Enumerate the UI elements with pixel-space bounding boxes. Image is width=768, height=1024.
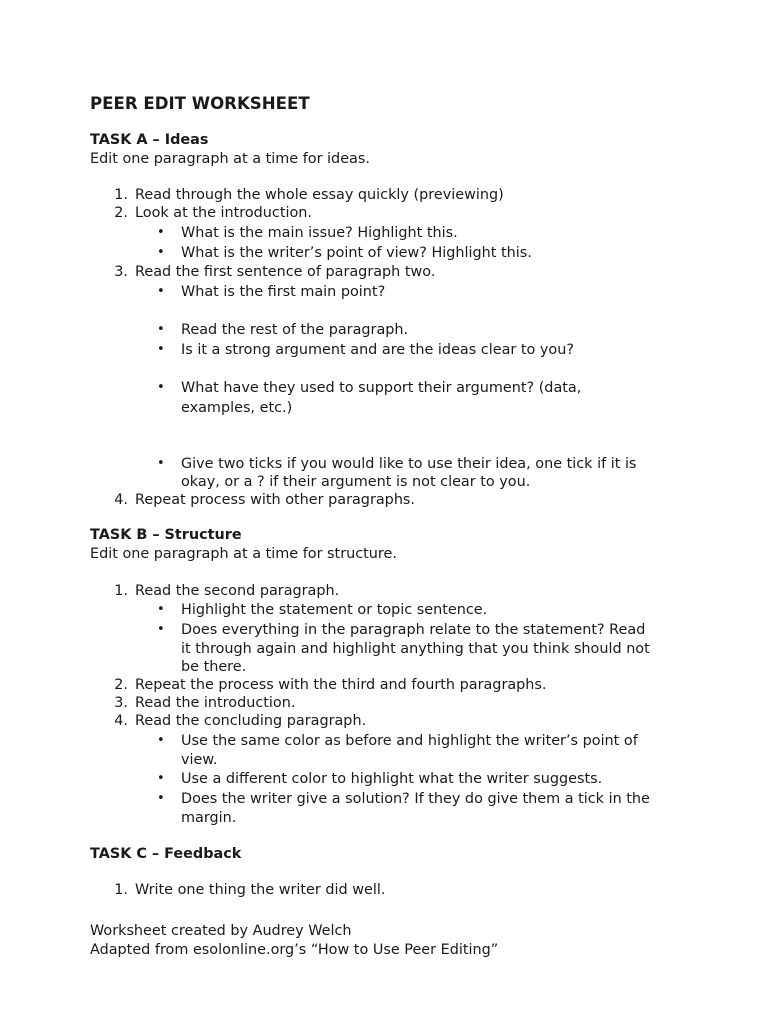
bullet-icon: •: [157, 622, 165, 637]
task-b-heading: TASK B – Structure: [90, 527, 242, 543]
bullet-icon: •: [157, 771, 165, 786]
task-a-item-2-bullet-1: What is the main issue? Highlight this.: [181, 225, 458, 241]
bullet-icon: •: [157, 733, 165, 748]
task-a-heading: TASK A – Ideas: [90, 132, 209, 148]
task-c-item-1: Write one thing the writer did well.: [135, 882, 386, 898]
bullet-icon: •: [157, 380, 165, 395]
task-b-item-4-bullet-1-line-2: view.: [181, 752, 218, 768]
list-number: 3.: [114, 264, 128, 280]
list-number: 2.: [114, 205, 128, 221]
task-a-item-4: Repeat process with other paragraphs.: [135, 492, 416, 508]
task-a-item-2: Look at the introduction.: [135, 205, 312, 221]
page-title: PEER EDIT WORKSHEET: [90, 94, 310, 113]
list-number: 1.: [114, 882, 128, 898]
footer-credit: Worksheet created by Audrey Welch: [90, 923, 352, 939]
list-number: 4.: [114, 492, 128, 508]
task-c-heading: TASK C – Feedback: [90, 846, 242, 862]
task-b-item-4-bullet-3-line-1: Does the writer give a solution? If they do give them a tick in the: [181, 791, 650, 807]
task-b-item-1: Read the second paragraph.: [135, 583, 340, 599]
list-number: 1.: [114, 187, 128, 203]
task-b-item-4-bullet-3-line-2: margin.: [181, 810, 237, 826]
task-a-item-3-bullet-2: Read the rest of the paragraph.: [181, 322, 409, 338]
task-a-item-3: Read the first sentence of paragraph two.: [135, 264, 436, 280]
task-b-item-2: Repeat the process with the third and fourth paragraphs.: [135, 677, 547, 693]
list-number: 4.: [114, 713, 128, 729]
task-b-item-4-bullet-2: Use a different color to highlight what the writer suggests.: [181, 771, 603, 787]
list-number: 3.: [114, 695, 128, 711]
task-b-intro: Edit one paragraph at a time for structure.: [90, 546, 397, 562]
bullet-icon: •: [157, 284, 165, 299]
bullet-icon: •: [157, 322, 165, 337]
bullet-icon: •: [157, 245, 165, 260]
list-number: 2.: [114, 677, 128, 693]
task-a-intro: Edit one paragraph at a time for ideas.: [90, 151, 370, 167]
task-b-item-1-bullet-1: Highlight the statement or topic sentence.: [181, 602, 488, 618]
task-b-item-4: Read the concluding paragraph.: [135, 713, 367, 729]
task-b-item-4-bullet-1-line-1: Use the same color as before and highlight the writer’s point of: [181, 733, 638, 749]
task-b-item-1-bullet-2-line-1: Does everything in the paragraph relate to the statement? Read: [181, 622, 646, 638]
list-number: 1.: [114, 583, 128, 599]
bullet-icon: •: [157, 602, 165, 617]
task-a-item-3-bullet-4-line-2: examples, etc.): [181, 400, 293, 416]
footer-source: Adapted from esolonline.org’s “How to Use Peer Editing”: [90, 942, 499, 958]
task-b-item-1-bullet-2-line-3: be there.: [181, 659, 247, 675]
task-b-item-1-bullet-2-line-2: it through again and highlight anything that you think should not: [181, 641, 650, 657]
bullet-icon: •: [157, 456, 165, 471]
task-a-item-3-bullet-1: What is the first main point?: [181, 284, 386, 300]
task-a-item-3-bullet-5-line-1: Give two ticks if you would like to use their idea, one tick if it is: [181, 456, 637, 472]
bullet-icon: •: [157, 225, 165, 240]
task-a-item-3-bullet-5-line-2: okay, or a ? if their argument is not clear to you.: [181, 474, 531, 490]
task-a-item-2-bullet-2: What is the writer’s point of view? Highlight this.: [181, 245, 532, 261]
task-a-item-3-bullet-4-line-1: What have they used to support their argument? (data,: [181, 380, 582, 396]
task-a-item-3-bullet-3: Is it a strong argument and are the ideas clear to you?: [181, 342, 574, 358]
bullet-icon: •: [157, 791, 165, 806]
task-a-item-1: Read through the whole essay quickly (previewing): [135, 187, 504, 203]
task-b-item-3: Read the introduction.: [135, 695, 296, 711]
bullet-icon: •: [157, 342, 165, 357]
